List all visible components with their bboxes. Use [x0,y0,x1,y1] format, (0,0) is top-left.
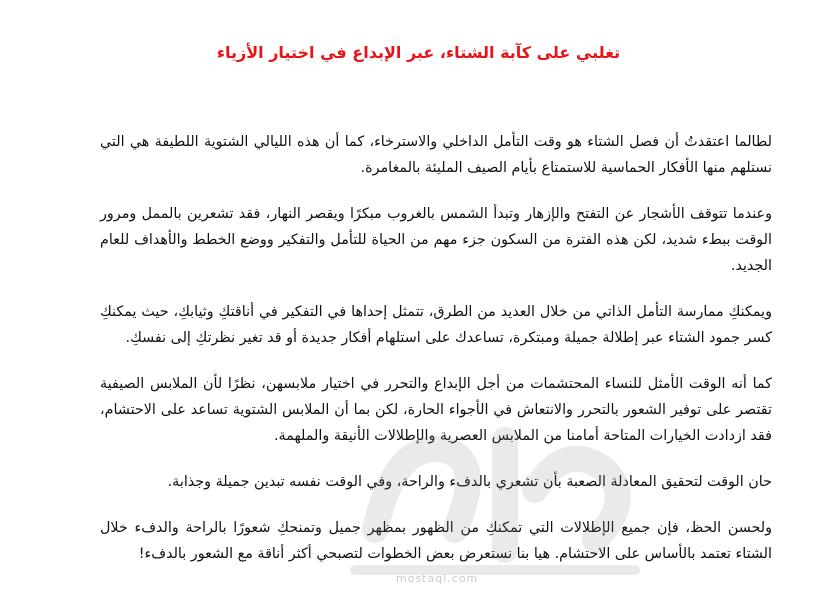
paragraph-4: كما أنه الوقت الأمثل للنساء المحتشمات من أجل الإبداع والتحرر في اختيار ملابسهن، نظرًا لأن الملابس الصيفية تقتصر على توفير الشعور بالتحرر والانتعاش في الأجواء الحارة، لكن بما أن الملابس الشتوية تساعد على الاحتشام، فقد ازدادت الخيارات المتاحة أمامنا من الملابس العصرية والإطلالات الأنيقة والملهمة. [100,376,772,444]
paragraph-3: ويمكنكِ ممارسة التأمل الذاتي من خلال العديد من الطرق، تتمثل إحداها في التفكير في أناقتكِ وثيابكِ، حيث يمكنكِ كسر جمود الشتاء عبر إطلالة جميلة ومبتكرة، تساعدك على استلهام أفكار جديدة أو قد تغير نظرتكِ إلى نفسكِ. [100,304,772,346]
document-title: تغلبي على كآبة الشتاء، عبر الإبداع في اختيار الأزياء [216,43,621,62]
watermark-caption: mostaql.com [396,572,479,585]
document-body [100,129,772,587]
paragraph-5: حان الوقت لتحقيق المعادلة الصعبة بأن تشعري بالدفء والراحة، وفي الوقت نفسه تبدين جميلة وجذابة. [167,474,772,490]
paragraph-1: لطالما اعتقدتُ أن فصل الشتاء هو وقت التأمل الداخلي والاسترخاء، كما أن هذه الليالي الشتوية اللطيفة هي التي نستلهم منها الأفكار الحماسية للاستمتاع بأيام الصيف المليئة بالمغامرة. [100,134,772,176]
paragraph-6: ولحسن الحظ، فإن جميع الإطلالات التي تمكنكِ من الظهور بمظهر جميل وتمنحكِ شعورًا بالراحة والدفء خلال الشتاء تعتمد بالأساس على الاحتشام. هيا بنا نستعرض بعض الخطوات لتصبحي أكثر أناقة مع الشعور بالدفء! [100,520,772,562]
paragraph-2: وعندما تتوقف الأشجار عن التفتح والإزهار وتبدأ الشمس بالغروب مبكرًا ويقصر النهار، فقد تشعرين بالممل ومرور الوقت ببطء شديد، لكن هذه الفترة من السكون جزء مهم من الحياة للتأمل والتفكير ووضع الخطط والأهداف للعام الجديد. [100,206,772,274]
